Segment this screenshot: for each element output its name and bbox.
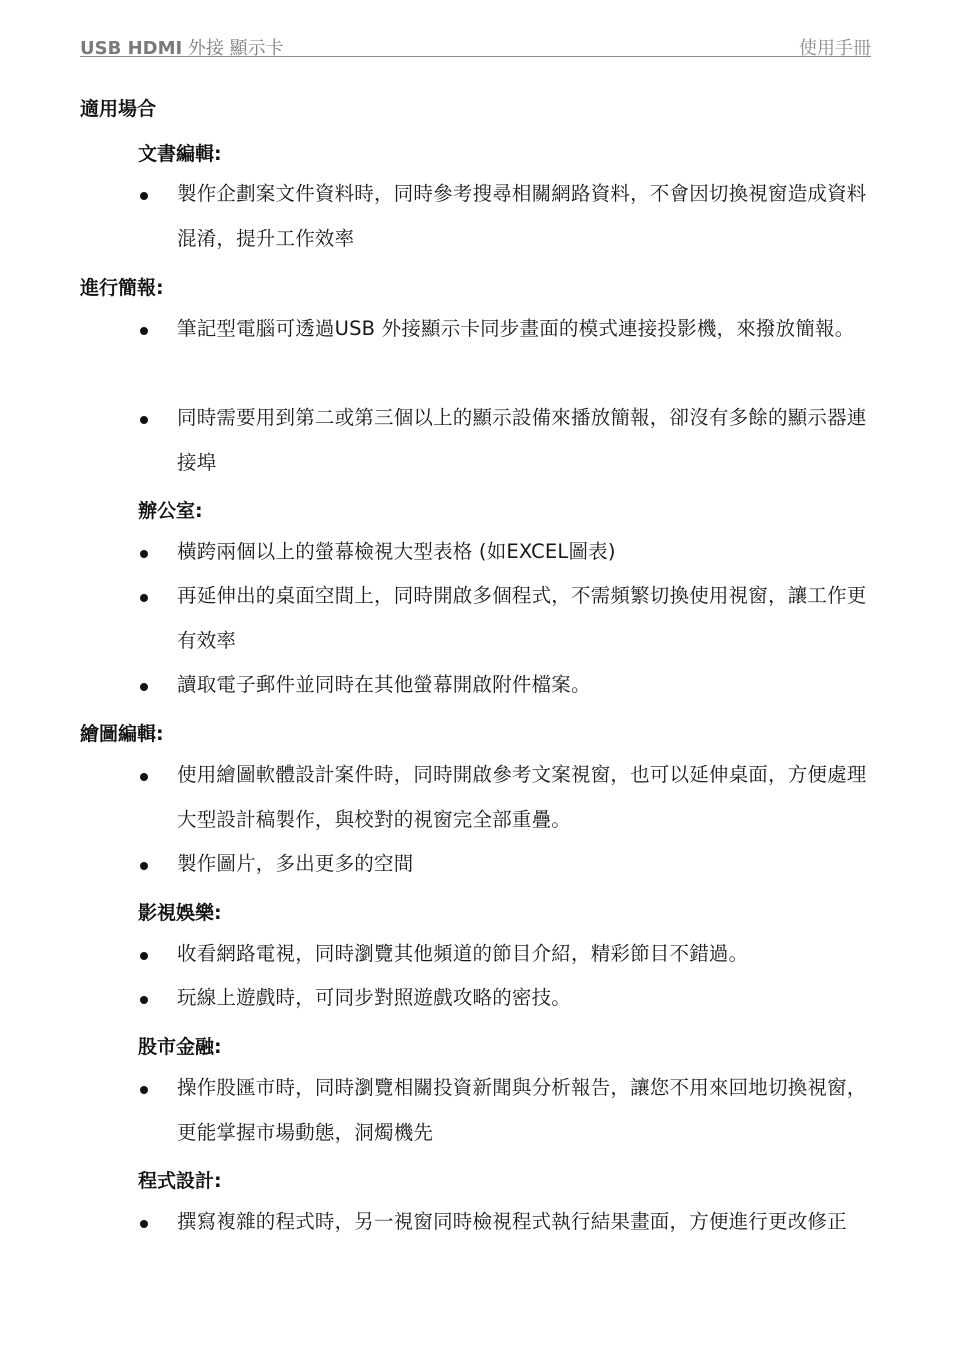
section-heading-graphics: 繪圖編輯: — [80, 723, 164, 745]
bullet-icon — [140, 996, 148, 1004]
bullet-icon — [140, 1220, 148, 1228]
bullet-icon — [140, 862, 148, 870]
section-heading-programming: 程式設計: — [138, 1170, 222, 1192]
header-brand-sub: 外接 顯示卡 — [182, 38, 284, 59]
section-heading-office: 辦公室: — [138, 500, 203, 522]
list-item-text: 收看網路電視，同時瀏覽其他頻道的節目介紹，精彩節目不錯過。 — [177, 942, 749, 965]
section-heading-stocks: 股市金融: — [138, 1036, 222, 1058]
bullet-icon — [140, 594, 148, 602]
bullet-icon — [140, 416, 148, 424]
section-heading-doc-edit: 文書編輯: — [138, 143, 222, 165]
header-product-title — [80, 34, 284, 60]
bullet-icon — [140, 952, 148, 960]
list-item-text: 再延伸出的桌面空間上，同時開啟多個程式，不需頻繁切換使用視窗，讓工作更有效率 — [177, 584, 867, 652]
bullet-icon — [140, 683, 148, 691]
header-brand: USB HDMI — [80, 38, 183, 59]
list-item-text: 使用繪圖軟體設計案件時，同時開啟參考文案視窗，也可以延伸桌面，方便處理大型設計稿製作，與校對的視窗完全部重疊。 — [177, 763, 867, 831]
list-item-text: 製作企劃案文件資料時，同時參考搜尋相關網路資料，不會因切換視窗造成資料混淆，提升工作效率 — [177, 182, 867, 250]
list-item-text: 製作圖片，多出更多的空間 — [177, 852, 414, 875]
bullet-icon — [140, 1086, 148, 1094]
list-item-text: 筆記型電腦可透過USB 外接顯示卡同步畫面的模式連接投影機，來撥放簡報。 — [177, 317, 855, 340]
bullet-icon — [140, 550, 148, 558]
bullet-icon — [140, 192, 148, 200]
section-heading-presentation: 進行簡報: — [80, 277, 164, 299]
page-header — [80, 34, 871, 57]
page-title: 適用場合 — [80, 98, 157, 120]
bullet-icon — [140, 327, 148, 335]
bullet-icon — [140, 773, 148, 781]
list-item-text: 讀取電子郵件並同時在其他螢幕開啟附件檔案。 — [177, 673, 591, 696]
list-item-text: 同時需要用到第二或第三個以上的顯示設備來播放簡報，卻沒有多餘的顯示器連接埠 — [177, 406, 867, 474]
section-heading-entertainment: 影視娛樂: — [138, 902, 222, 924]
header-manual-label: 使用手冊 — [799, 38, 871, 59]
list-item-text: 玩線上遊戲時，可同步對照遊戲攻略的密技。 — [177, 986, 572, 1009]
list-item-text: 撰寫複雜的程式時，另一視窗同時檢視程式執行結果畫面，方便進行更改修正 — [177, 1210, 847, 1233]
list-item-text: 橫跨兩個以上的螢幕檢視大型表格 (如EXCEL圖表) — [177, 540, 616, 563]
list-item-text: 操作股匯市時，同時瀏覽相關投資新聞與分析報告，讓您不用來回地切換視窗，更能掌握市場動態，洞燭機先 — [177, 1076, 867, 1144]
